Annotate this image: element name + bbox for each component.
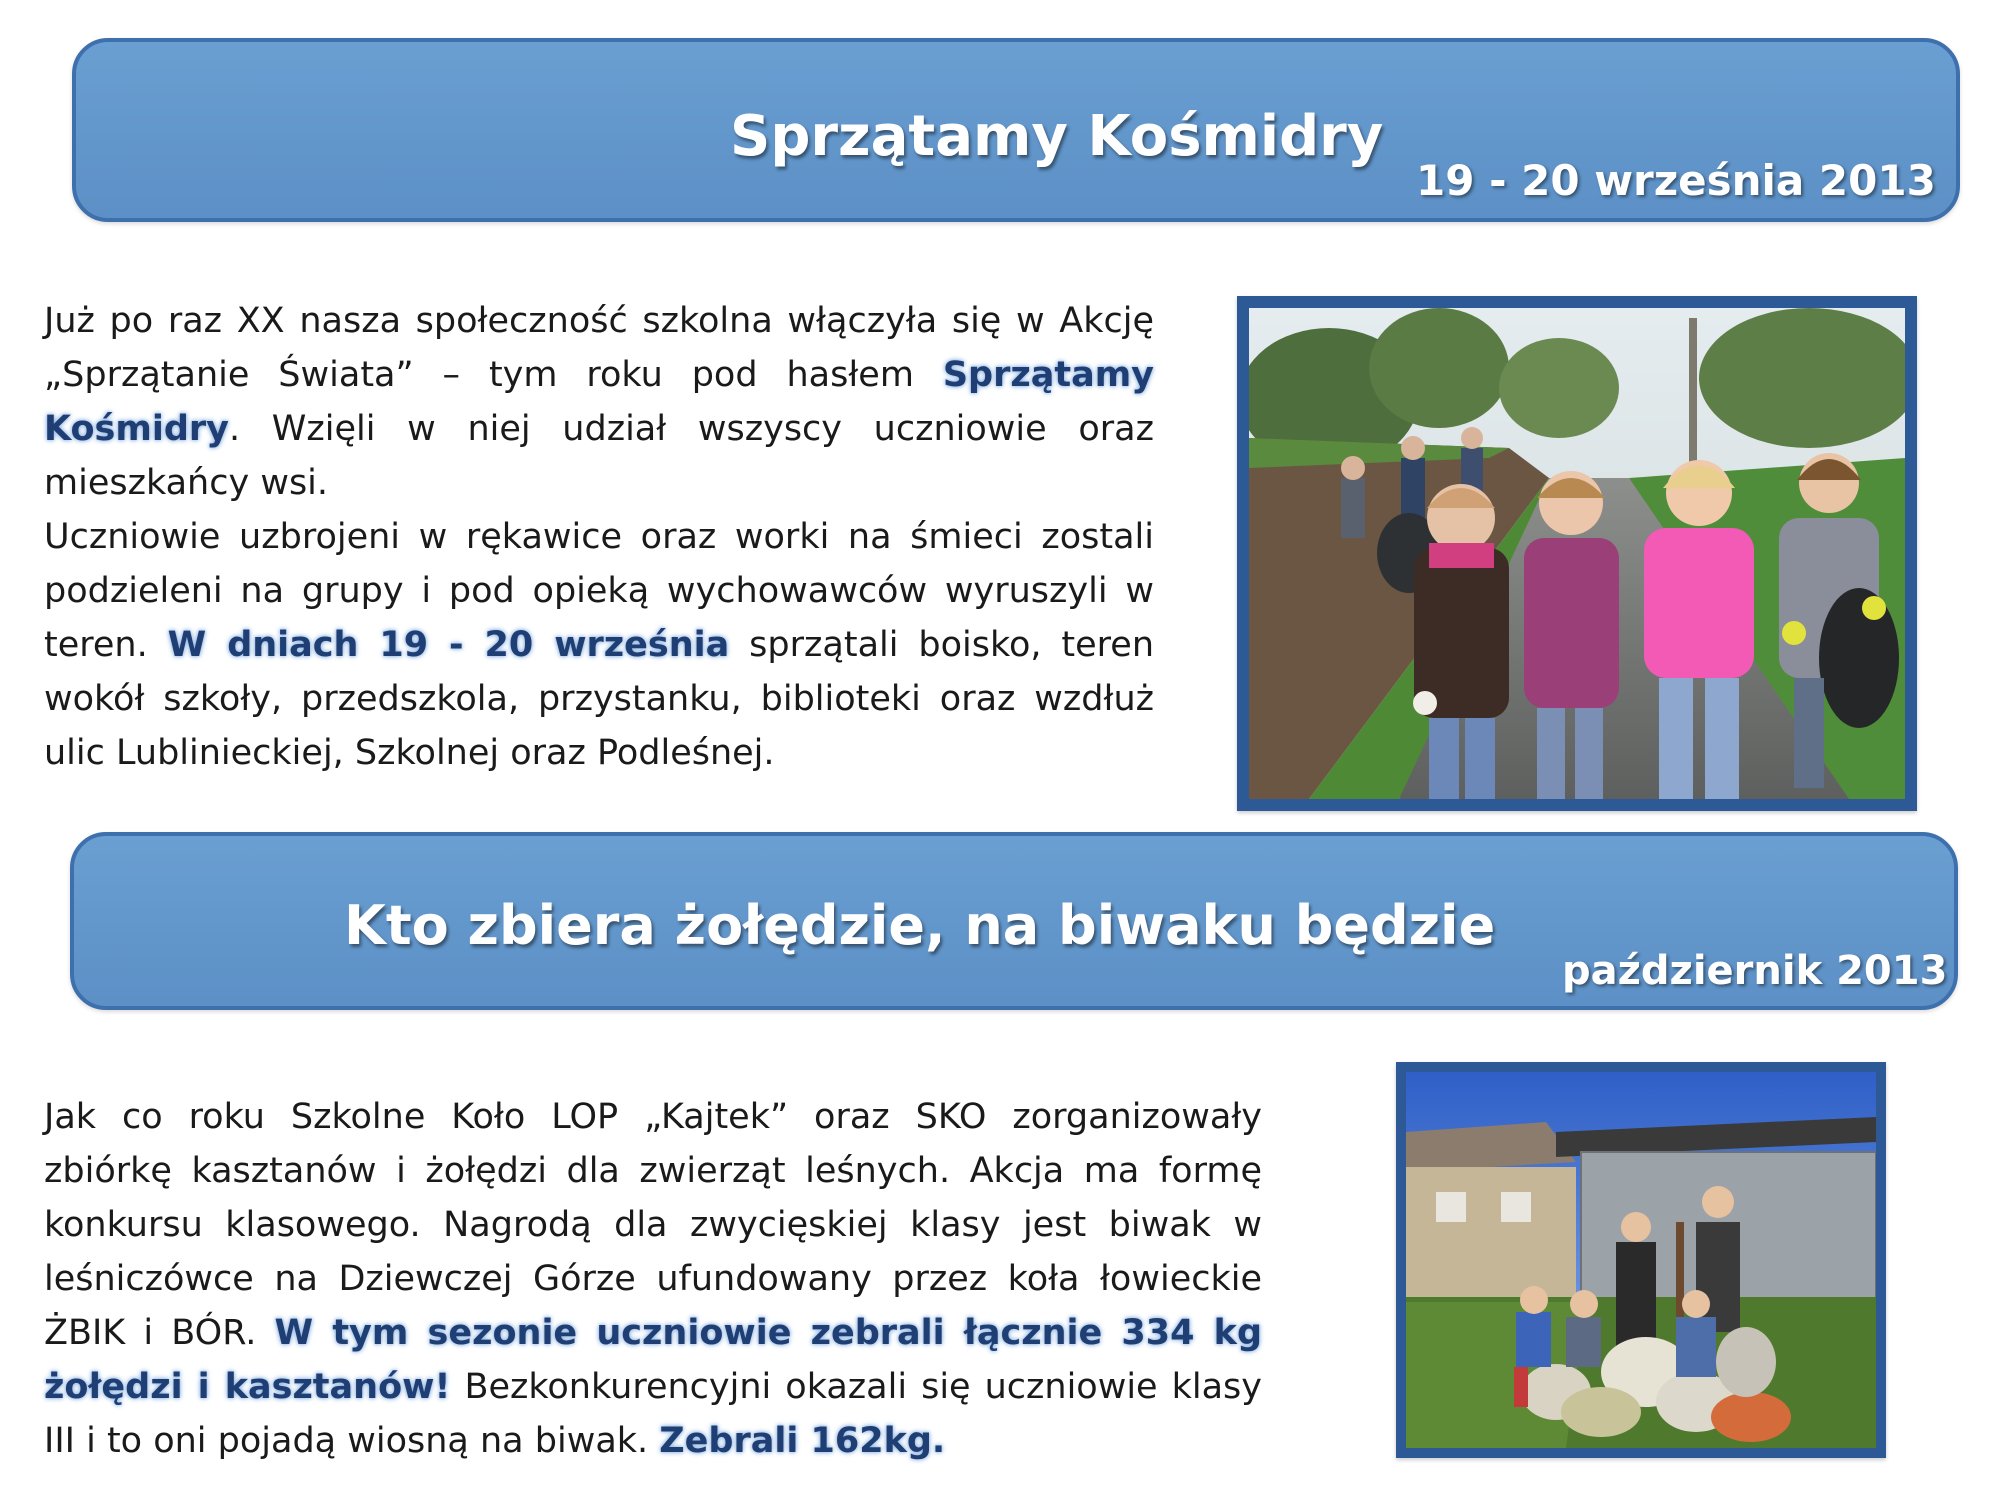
section1-photo	[1249, 308, 1905, 799]
section1-title: Sprzątamy Kośmidry	[730, 104, 1384, 169]
section1-text-3: Uczniowie uzbrojeni w rękawice oraz worki na śmieci zostali podzieleni na grupy i pod opieką wychowawców wyruszyli w teren.	[44, 517, 1154, 665]
section2-text-1: Jak co roku Szkolne Koło LOP „Kajtek” oraz SKO zorganizowały zbiórkę kasztanów i żołędzi dla zwierząt leśnych. Akcja ma formę konkursu klasowego. Nagrodą dla zwycięskiej klasy jest biwak w leśniczówce na Dziewczej Górze ufundowany przez koła łowieckie ŻBIK i BÓR.	[44, 1097, 1262, 1353]
section2-banner	[70, 832, 1958, 1010]
section2-date: październik 2013	[1562, 948, 1948, 994]
section2-text-2: Bezkonkurencyjni okazali się uczniowie klasy III i to oni pojadą wiosną na biwak.	[44, 1367, 1262, 1461]
section2-highlight-total: W tym sezonie uczniowie zebrali łącznie 334 kg żołędzi i kasztanów!	[44, 1313, 1262, 1407]
section1-text-2: . Wzięli w niej udział wszyscy uczniowie oraz mieszkańcy wsi.	[44, 409, 1154, 503]
section1-date: 19 - 20 września 2013	[1416, 156, 1936, 205]
children-cleaning-road-icon	[1249, 308, 1905, 799]
section2-photo	[1406, 1072, 1876, 1448]
section2-title: Kto zbiera żołędzie, na biwaku będzie	[344, 894, 1496, 957]
children-with-sacks-icon	[1406, 1072, 1876, 1448]
section1-photo-frame	[1237, 296, 1917, 811]
section1-paragraph	[44, 294, 1154, 780]
section1-highlight-dates: W dniach 19 - 20 września	[167, 625, 730, 665]
section2-photo-frame	[1396, 1062, 1886, 1458]
section2-paragraph	[44, 1090, 1262, 1468]
section1-banner	[72, 38, 1960, 222]
section1-text-4: sprzątali boisko, teren wokół szkoły, przedszkola, przystanku, biblioteki oraz wzdłuż ulic Lublinieckiej, Szkolnej oraz Podleśnej.	[44, 625, 1154, 773]
section2-highlight-class: Zebrali 162kg.	[659, 1421, 946, 1461]
section1-text-1: Już po raz XX nasza społeczność szkolna włączyła się w Akcję „Sprzątanie Świata” – tym roku pod hasłem	[44, 301, 1154, 395]
section1-highlight-slogan: Sprzątamy Kośmidry	[44, 355, 1154, 449]
